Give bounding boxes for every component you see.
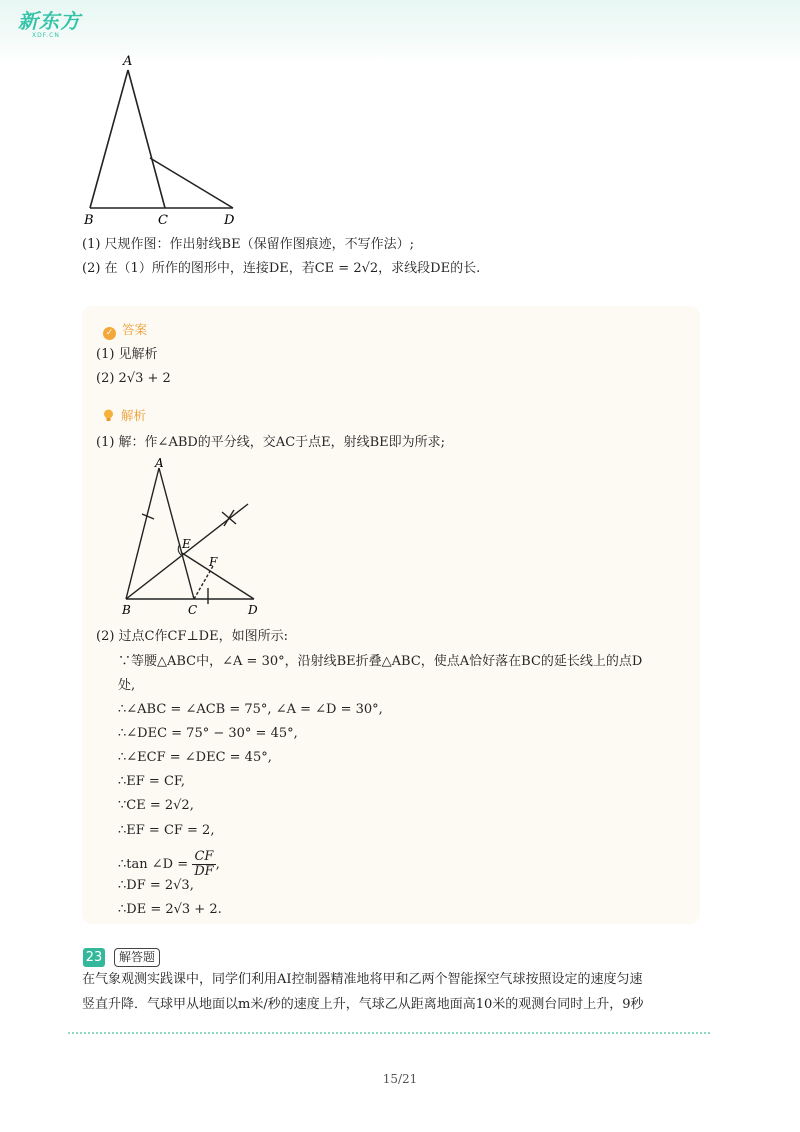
question-part-1: (1) 尺规作图：作出射线BE（保留作图痕迹，不写作法）; xyxy=(82,237,414,252)
construction-figure xyxy=(118,456,268,618)
tan-fraction xyxy=(192,850,215,879)
step-2: 处, xyxy=(118,678,136,693)
step-3: ∴∠ABC = ∠ACB = 75°, ∠A = ∠D = 30°, xyxy=(118,702,383,717)
step-5: ∴∠ECF = ∠DEC = 45°, xyxy=(118,750,272,765)
step-9-tan xyxy=(118,850,220,879)
logo-text: 新东方 xyxy=(18,9,81,33)
fraction-numerator: CF xyxy=(192,850,215,865)
triangle-figure xyxy=(80,52,250,232)
lightbulb-icon xyxy=(103,409,114,422)
answer-1: (1) 见解析 xyxy=(96,347,158,362)
label-F: F xyxy=(209,555,218,569)
tan-prefix: ∴tan ∠D = xyxy=(118,857,193,872)
step-11: ∴DE = 2√3 + 2. xyxy=(118,902,222,917)
step-6: ∴EF = CF, xyxy=(118,774,186,789)
brand-logo xyxy=(18,10,81,40)
label-E: E xyxy=(182,537,191,551)
label-B: B xyxy=(122,603,131,617)
page-number: 15/21 xyxy=(382,1072,418,1086)
question-number-badge: 23 xyxy=(83,948,105,967)
analysis-part-1: (1) 解：作∠ABD的平分线，交AC于点E，射线BE即为所求; xyxy=(96,435,446,450)
check-icon: ✓ xyxy=(103,327,116,340)
analysis-part-2: (2) 过点C作CF⊥DE，如图所示: xyxy=(96,629,288,644)
fraction-denominator: DF xyxy=(194,864,214,879)
step-10: ∴DF = 2√3, xyxy=(118,878,194,893)
logo-subtext: XDF.CN xyxy=(32,32,60,39)
question-23-line-2: 竖直升降．气球甲从地面以m米/秒的速度上升，气球乙从距离地面高10米的观测台同时上升，9秒 xyxy=(82,997,644,1012)
divider xyxy=(68,1032,710,1034)
answer-2: (2) 2√3 + 2 xyxy=(96,371,171,386)
analysis-heading-label: 解析 xyxy=(121,408,147,423)
label-A: A xyxy=(155,456,164,470)
step-8: ∴EF = CF = 2, xyxy=(118,823,215,838)
analysis-heading xyxy=(103,406,146,424)
question-type-badge: 解答题 xyxy=(114,948,160,967)
tan-suffix: , xyxy=(215,857,220,872)
step-4: ∴∠DEC = 75° − 30° = 45°, xyxy=(118,726,298,741)
step-1: ∵等腰△ABC中，∠A = 30°，沿射线BE折叠△ABC，使点A恰好落在BC的延长线上的点D xyxy=(118,654,643,669)
label-A: A xyxy=(123,54,133,69)
question-23-line-1: 在气象观测实践课中，同学们利用AI控制器精准地将甲和乙两个智能探空气球按照设定的速度匀速 xyxy=(82,972,643,987)
label-C: C xyxy=(188,603,198,617)
question-part-2: (2) 在（1）所作的图形中，连接DE，若CE = 2√2，求线段DE的长. xyxy=(82,261,481,276)
label-D: D xyxy=(224,213,235,228)
answer-heading-label: 答案 xyxy=(122,322,148,337)
label-B: B xyxy=(84,213,94,228)
label-C: C xyxy=(158,213,168,228)
answer-heading xyxy=(103,320,147,340)
label-D: D xyxy=(248,603,258,617)
step-7: ∵CE = 2√2, xyxy=(118,798,194,813)
